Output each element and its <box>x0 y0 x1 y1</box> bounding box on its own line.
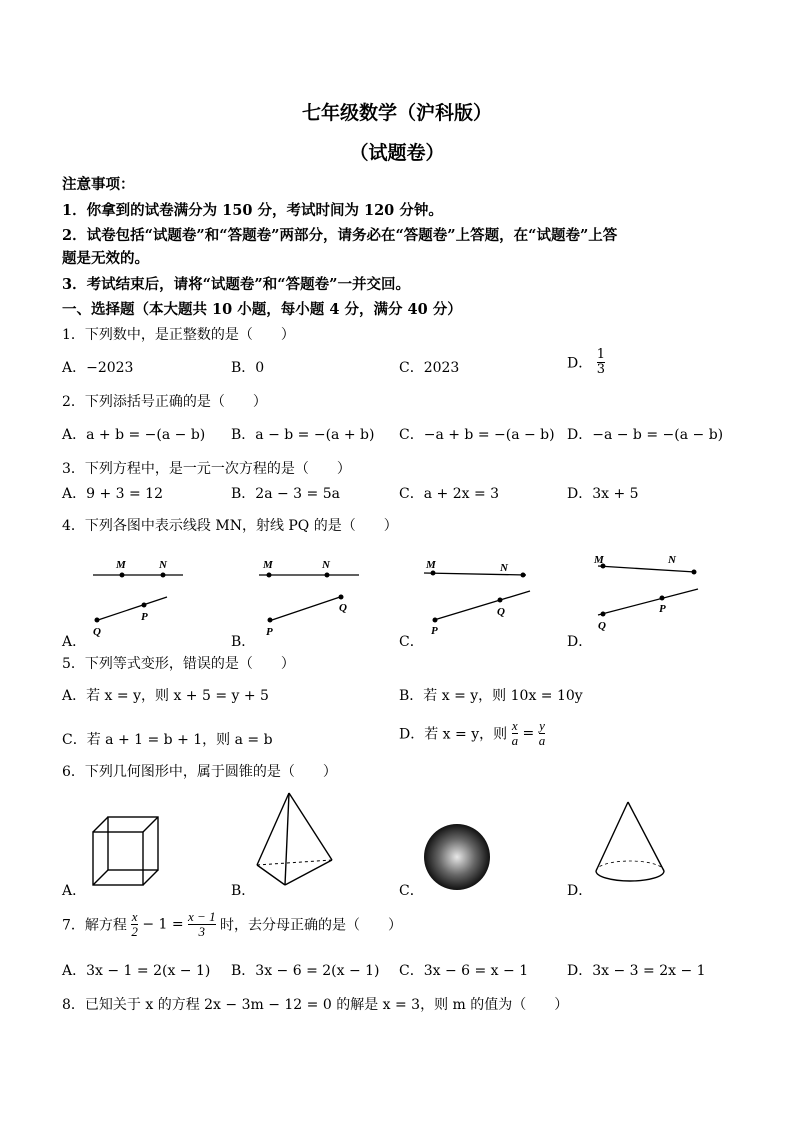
notes-item-3: 3．考试结束后，请将“试题卷”和“答题卷”一并交回。 <box>62 276 410 293</box>
fraction-denominator: 3 <box>198 924 206 939</box>
question-4-option-c: C． <box>399 634 424 650</box>
question-5-option-a: A．若 x = y，则 x + 5 = y + 5 <box>62 688 269 704</box>
stem-middle: − 1 = <box>142 916 189 933</box>
figure-4c <box>420 553 540 638</box>
question-7-stem <box>62 910 402 939</box>
question-5-stem: 5．下列等式变形，错误的是（ ） <box>62 656 295 672</box>
fraction-numerator: x <box>131 909 138 924</box>
svg-text:Q: Q <box>497 606 505 618</box>
fraction-denominator: 2 <box>131 924 138 939</box>
question-2-option-a: A．a + b = −(a − b) <box>62 427 206 443</box>
question-7-option-d: D．3x − 3 = 2x − 1 <box>567 963 706 979</box>
question-1-option-d <box>567 348 605 377</box>
question-1-option-a: A．−2023 <box>62 360 134 376</box>
question-3-option-d: D．3x + 5 <box>567 486 639 502</box>
svg-text:P: P <box>659 603 666 615</box>
figure-4d <box>590 549 710 638</box>
question-3-option-c: C．a + 2x = 3 <box>399 486 500 502</box>
figure-4b <box>255 553 370 638</box>
notes-heading: 注意事项： <box>62 176 135 193</box>
svg-text:N: N <box>159 559 167 571</box>
question-7-option-c: C．3x − 6 = x − 1 <box>399 963 529 979</box>
question-1-option-b: B．0 <box>231 360 265 376</box>
svg-text:P: P <box>266 626 273 638</box>
question-4-option-a: A． <box>62 634 87 650</box>
fraction-x-over-a <box>512 719 519 748</box>
question-3-stem: 3．下列方程中，是一元一次方程的是（ ） <box>62 461 351 477</box>
question-5-option-b: B．若 x = y，则 10x = 10y <box>399 688 583 704</box>
notes-item-1: 1．你拿到的试卷满分为 150 分，考试时间为 120 分钟。 <box>62 202 443 219</box>
fraction-y-over-a <box>539 719 546 748</box>
question-4-option-b: B． <box>231 634 256 650</box>
question-2-option-b: B．a − b = −(a + b) <box>231 427 375 443</box>
notes-item-2-line-1: 2．试卷包括“试题卷”和“答题卷”两部分，请务必在“答题卷”上答题，在“试题卷”上答 <box>62 227 618 244</box>
cone-figure <box>590 797 670 892</box>
fraction-x-minus-1-over-3 <box>188 910 216 939</box>
question-1-stem: 1．下列数中，是正整数的是（ ） <box>62 327 295 343</box>
stem-prefix: 7．解方程 <box>62 917 132 934</box>
question-6-stem: 6．下列几何图形中，属于圆锥的是（ ） <box>62 764 337 780</box>
option-d-prefix: D．若 x = y，则 <box>399 726 512 743</box>
fraction-numerator: 1 <box>596 347 605 362</box>
svg-text:N: N <box>322 559 330 571</box>
svg-text:M: M <box>426 559 436 571</box>
equals-sign: = <box>522 725 535 742</box>
svg-text:M: M <box>116 559 126 571</box>
section-1-heading: 一、选择题（本大题共 10 小题，每小题 4 分，满分 40 分） <box>62 301 462 318</box>
question-6-option-c: C． <box>399 883 424 899</box>
question-7-option-b: B．3x − 6 = 2(x − 1) <box>231 963 380 979</box>
fraction-numerator: x <box>511 718 518 733</box>
question-8-stem: 8．已知关于 x 的方程 2x − 3m − 12 = 0 的解是 x = 3，则 m 的值为（ ） <box>62 997 569 1013</box>
fraction-numerator: x − 1 <box>188 909 216 924</box>
question-2-stem: 2．下列添括号正确的是（ ） <box>62 394 267 410</box>
question-5-option-c: C．若 a + 1 = b + 1，则 a = b <box>62 732 273 748</box>
question-3-option-b: B．2a − 3 = 5a <box>231 486 340 502</box>
stem-suffix: 时，去分母正确的是（ ） <box>220 917 403 934</box>
svg-text:N: N <box>668 554 676 566</box>
svg-text:Q: Q <box>339 602 347 614</box>
svg-text:M: M <box>263 559 273 571</box>
question-6-option-d: D． <box>567 883 593 899</box>
fraction-x-over-2 <box>131 910 138 939</box>
svg-text:N: N <box>500 562 508 574</box>
fraction-one-third <box>597 348 605 377</box>
svg-text:P: P <box>141 611 148 623</box>
page-title: 七年级数学（沪科版） <box>301 102 492 124</box>
page-subtitle: （试题卷） <box>349 142 445 164</box>
question-5-option-d <box>399 719 545 748</box>
question-3-option-a: A．9 + 3 = 12 <box>62 486 164 502</box>
svg-text:Q: Q <box>598 620 606 632</box>
question-1-option-c: C．2023 <box>399 360 460 376</box>
option-d-label: D． <box>567 355 593 372</box>
question-4-stem: 4．下列各图中表示线段 MN，射线 PQ 的是（ ） <box>62 518 398 534</box>
question-7-option-a: A．3x − 1 = 2(x − 1) <box>62 963 211 979</box>
question-2-option-d: D．−a − b = −(a − b) <box>567 427 724 443</box>
sphere-figure <box>422 822 492 892</box>
svg-text:Q: Q <box>93 626 101 638</box>
question-6-option-b: B． <box>231 883 256 899</box>
question-4-option-d: D． <box>567 634 593 650</box>
cube-figure <box>88 812 163 892</box>
fraction-denominator: a <box>511 733 519 748</box>
notes-item-2-line-2: 题是无效的。 <box>62 250 149 267</box>
svg-text:P: P <box>431 625 438 637</box>
figure-4a <box>85 553 195 638</box>
question-6-option-a: A． <box>62 883 87 899</box>
question-2-option-c: C．−a + b = −(a − b) <box>399 427 555 443</box>
fraction-denominator: a <box>538 733 546 748</box>
pyramid-figure <box>252 790 337 890</box>
fraction-numerator: y <box>539 718 545 733</box>
svg-text:M: M <box>594 554 604 566</box>
fraction-denominator: 3 <box>596 362 605 377</box>
